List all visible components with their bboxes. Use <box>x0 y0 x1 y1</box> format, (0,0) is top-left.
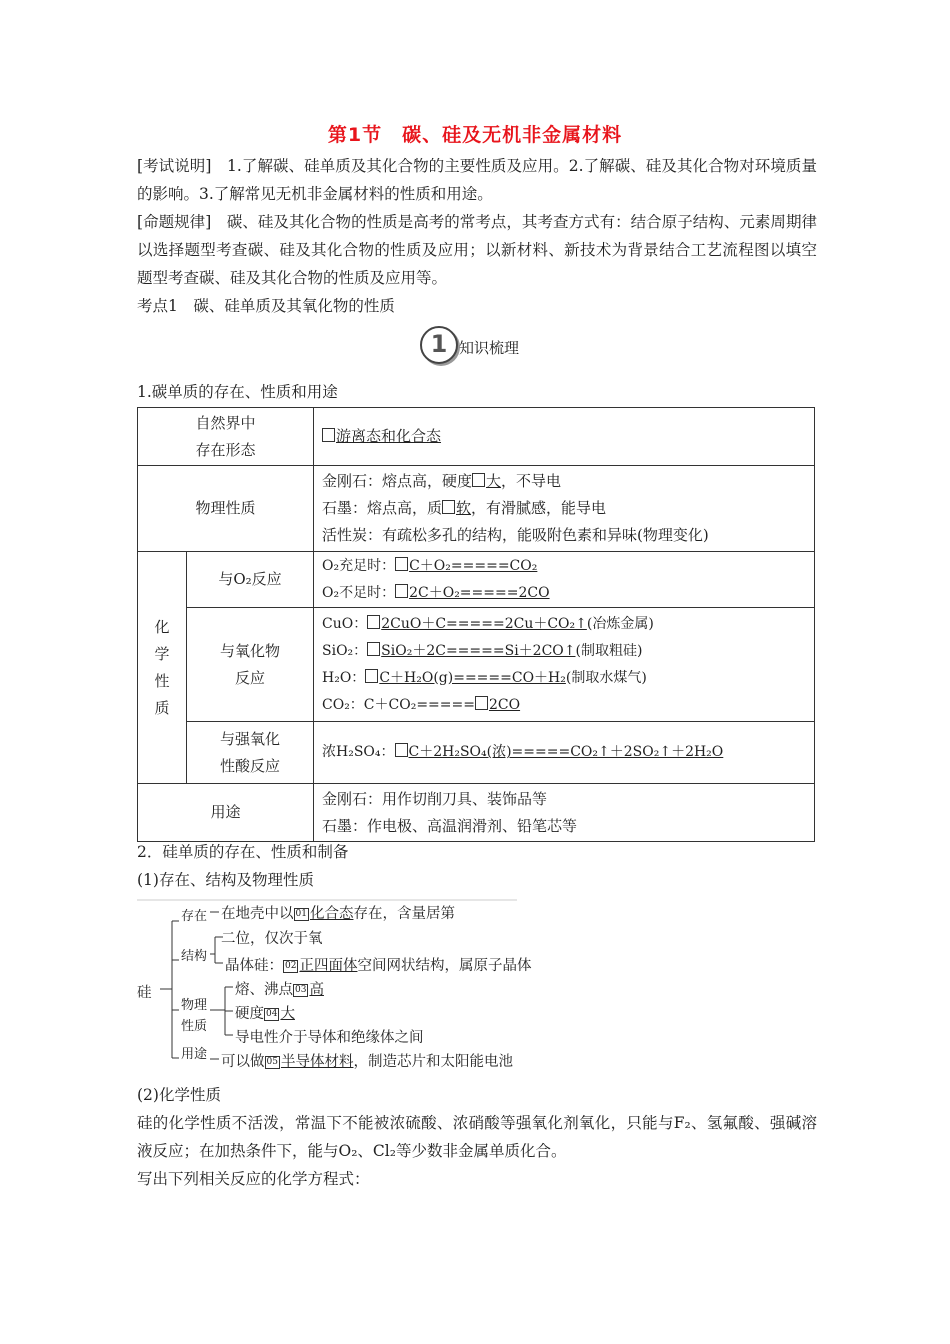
page-title: 第1节 碳、硅及无机非金属材料 <box>327 124 623 146</box>
answer-box-icon <box>395 743 408 757</box>
oxide-line-sio2: SiO₂： SiO₂＋2C=====Si＋2CO↑(制取粗硅) <box>322 642 643 659</box>
structure-line: 晶体硅： 02 正四面体空间网状结构，属原子晶体 <box>225 958 532 974</box>
node-use: 用途 <box>181 1047 208 1062</box>
kaodian-heading: 考点1 碳、硅单质及其氧化物的性质 <box>137 297 395 315</box>
num-04: 04 <box>266 1009 278 1019</box>
use-line: 可以做 05 半导体材料，制造芯片和太阳能电池 <box>221 1054 513 1070</box>
answer-box-icon <box>472 473 485 487</box>
use-line-graphite: 石墨：作电极、高温润滑剂、铅笔芯等 <box>322 816 578 835</box>
exist-line-2: 二位，仅次于氧 <box>221 931 323 947</box>
num-05: 05 <box>266 1057 278 1067</box>
table-row <box>138 466 815 552</box>
node-structure: 结构 <box>181 949 208 964</box>
physical-label: 物理性质 <box>138 466 314 552</box>
table-row <box>138 408 815 466</box>
phys-line-2: 硬度 04 大 <box>235 1006 295 1022</box>
existence-value-cell <box>314 408 815 466</box>
acid-label-2: 性酸反应 <box>219 756 280 775</box>
exam-description: [考试说明] 1.了解碳、硅单质及其化合物的主要性质及应用。2.了解碳、硅及其化合物对环境质量的影响。3.了解常见无机非金属材料的性质和用途。 <box>137 157 817 203</box>
existence-label-2: 存在形态 <box>195 440 256 459</box>
oxide-label-2: 反应 <box>234 668 265 687</box>
diagram-root: 硅 <box>137 985 152 1001</box>
answer-box-icon <box>322 428 335 442</box>
answer-box-icon <box>365 669 378 683</box>
o2-label: 与O₂反应 <box>187 552 314 608</box>
table-row <box>138 784 815 842</box>
oxide-line-co2: CO₂：C＋CO₂===== 2CO <box>322 696 521 713</box>
oxide-line-h2o: H₂O： C＋H₂O(g)=====CO＋H₂(制取水煤气) <box>322 669 647 686</box>
exist-line-1: 在地壳中以 01 化合态存在，含量居第 <box>221 906 455 922</box>
physical-line-diamond: 金刚石：熔点高，硬度 大，不导电 <box>322 472 562 490</box>
sub2-heading: (2)化学性质 <box>137 1086 221 1104</box>
badge-label: 知识梳理 <box>459 339 520 357</box>
physical-line-graphite: 石墨：熔点高，质 软，有滑腻感，能导电 <box>322 499 607 517</box>
use-line-diamond: 金刚石：用作切削刀具、装饰品等 <box>322 789 548 808</box>
section1-heading: 1.碳单质的存在、性质和用途 <box>137 383 338 401</box>
table-row <box>138 552 815 608</box>
existence-label-1: 自然界中 <box>195 413 256 432</box>
phys-line-3: 导电性介于导体和绝缘体之间 <box>235 1030 424 1046</box>
phys-line-1: 熔、沸点 03 高 <box>235 982 324 998</box>
oxide-label-1: 与氧化物 <box>219 641 280 660</box>
answer-box-icon <box>442 500 455 514</box>
intro-block <box>137 152 817 320</box>
node-physical: 物理 性质 <box>181 998 208 1034</box>
acid-line: 浓H₂SO₄： C＋2H₂SO₄(浓)=====CO₂↑＋2SO₂↑＋2H₂O <box>314 722 815 784</box>
node-exist: 存在 <box>181 909 208 924</box>
answer-box-icon <box>367 615 380 629</box>
existence-value: 游离态和化合态 <box>336 427 442 445</box>
table-row <box>138 608 815 722</box>
use-label: 用途 <box>138 784 314 842</box>
carbon-table <box>137 407 815 842</box>
section2-block <box>137 838 817 894</box>
answer-box-icon <box>367 642 380 656</box>
o2-line-insufficient: O₂不足时： 2C＋O₂=====2CO <box>322 584 550 601</box>
oxide-line-cuo: CuO： 2CuO＋C=====2Cu＋CO₂↑(冶炼金属) <box>322 615 654 632</box>
physical-line-charcoal: 活性炭：有疏松多孔的结构，能吸附色素和异味(物理变化) <box>322 526 709 544</box>
o2-line-sufficient: O₂充足时： C＋O₂=====CO₂ <box>322 557 538 574</box>
proposition-rule: [命题规律] 碳、硅及其化合物的性质是高考的常考点，其考查方式有：结合原子结构、元素周期律以选择题型考查碳、硅及其化合物的性质及应用；以新材料、新技术为背景结合工艺流程图以填空题型考查碳、硅及其化合物的性质及应用等。 <box>137 213 817 287</box>
table-row <box>138 722 815 784</box>
chem-paragraph: 硅的化学性质不活泼，常温下不能被浓硫酸、浓硝酸等强氧化剂氧化，只能与F₂、氢氟酸、强碱溶液反应；在加热条件下，能与O₂、Cl₂等少数非金属单质化合。 <box>137 1114 817 1160</box>
answer-box-icon <box>475 696 488 710</box>
num-03: 03 <box>295 985 307 995</box>
section2-heading: 2．硅单质的存在、性质和制备 <box>137 843 349 861</box>
num-01: 01 <box>295 909 307 919</box>
acid-label-1: 与强氧化 <box>219 729 280 748</box>
answer-box-icon <box>395 584 408 598</box>
chem-vertical-label: 化 学 性 质 <box>138 552 187 784</box>
answer-box-icon <box>395 557 408 571</box>
num-02: 02 <box>285 961 297 971</box>
number-circle-icon: 1 <box>420 326 458 364</box>
write-line: 写出下列相关反应的化学方程式： <box>137 1170 370 1188</box>
silicon-diagram <box>137 897 532 1073</box>
chem-block <box>137 1081 817 1193</box>
sub1-heading: (1)存在、结构及物理性质 <box>137 871 314 889</box>
